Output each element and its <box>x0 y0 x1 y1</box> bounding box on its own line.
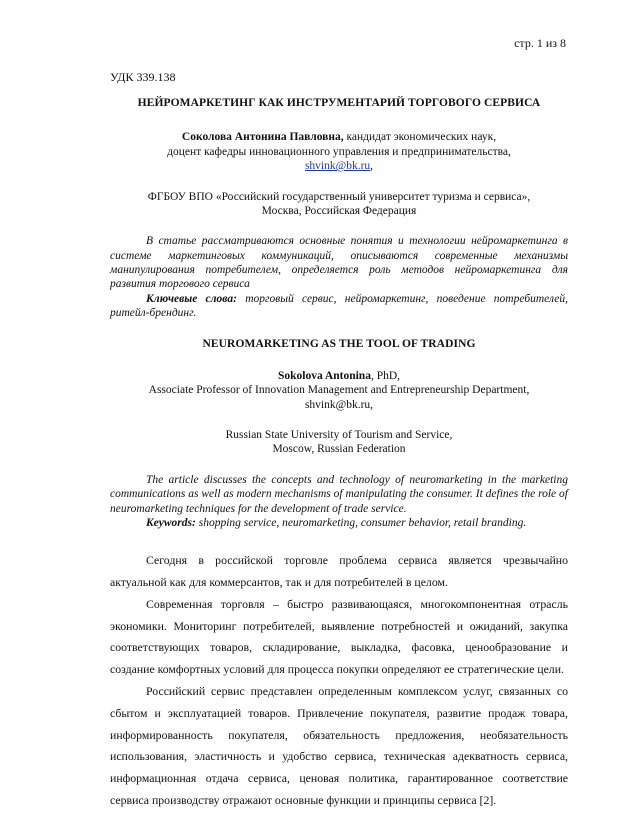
ru-email-link[interactable]: shvink@bk.ru <box>304 160 371 173</box>
en-author-degree: , PhD, <box>370 369 401 382</box>
en-email: shvink@bk.ru, <box>304 398 374 411</box>
en-title: NEUROMARKETING AS THE TOOL OF TRADING <box>202 337 476 350</box>
en-abstract: The article discusses the concepts and technology of neuromarketing in the marketing communications as well as modern mechanisms of manipulating the consumer. It defines the role of neuromarketing techniques for the development of trade service. <box>110 473 568 515</box>
article-content <box>110 96 568 812</box>
ru-affiliation-line2: Москва, Российская Федерация <box>261 204 417 217</box>
en-keywords <box>110 516 568 530</box>
en-author-position: Associate Professor of Innovation Management and Entrepreneurship Department, <box>148 384 530 397</box>
ru-keywords-label: Ключевые слова: <box>146 292 237 305</box>
en-keywords-text: shopping service, neuromarketing, consumer behavior, retail branding. <box>195 516 527 529</box>
ru-title: НЕЙРОМАРКЕТИНГ КАК ИНСТРУМЕНТАРИЙ ТОРГОВОГО СЕРВИСА <box>137 97 541 109</box>
en-author-name: Sokolova Antonina <box>277 369 371 382</box>
ru-email-suffix: , <box>370 160 374 173</box>
ru-author-degree: кандидат экономических наук, <box>343 131 497 144</box>
body-paragraph-2: Современная торговля – быстро развивающаяся, многокомпонентная отрасль экономики. Мониторинг потребителей, выявление потребностей и ожиданий, закупка соответствующих товаров, складирование, выкладка, фасовка, ценообразование и создание комфортных условий для процесса покупки определяют ее стратегические цели. <box>110 596 568 677</box>
ru-abstract: В статье рассматриваются основные понятия и технологии нейромаркетинга в системе маркетинговых коммуникаций, описываются современные механизмы манипулирования потребителем, определяется роль методов нейромаркетинга для развития торгового сервиса <box>110 235 568 291</box>
en-author-block <box>110 369 568 412</box>
en-keywords-label: Keywords: <box>146 516 196 529</box>
ru-author-position: доцент кафедры инновационного управления и предпринимательства, <box>167 145 511 158</box>
ru-keywords-text: торговый сервис, нейромаркетинг, поведение потребителей, ритейл-брендинг. <box>110 292 569 320</box>
body-paragraph-1: Сегодня в российской торговле проблема сервиса является чрезвычайно актуальной как для коммерсантов, так и для потребителей в целом. <box>110 553 568 590</box>
ru-affiliation-line1: ФГБОУ ВПО «Российский государственный университет туризма и сервиса», <box>147 190 531 203</box>
page-number: стр. 1 из 8 <box>514 36 566 50</box>
ru-author-name: Соколова Антонина Павловна, <box>181 131 344 144</box>
en-affiliation-line1: Russian State University of Tourism and Service, <box>225 429 453 441</box>
en-affiliation-line2: Moscow, Russian Federation <box>272 443 406 456</box>
ru-keywords <box>110 292 568 321</box>
body-paragraph-3: Российский сервис представлен определенным комплексом услуг, связанных со сбытом и эксплуатацией товаров. Привлечение покупателя, развитие продаж товара, информированность покупателя, обязательность предложения, необязательность использования, эластичность и удобство сервиса, техническая адекватность сервиса, информационная отдача сервиса, ценовая политика, гарантированное соответствие сервиса производству отражают основные функции и принципы сервиса [2]. <box>110 684 568 808</box>
article-body <box>110 550 568 812</box>
ru-affiliation <box>110 190 568 219</box>
ru-author-block <box>110 130 568 173</box>
en-affiliation <box>110 428 568 457</box>
udk-code: УДК 339.138 <box>110 70 176 84</box>
